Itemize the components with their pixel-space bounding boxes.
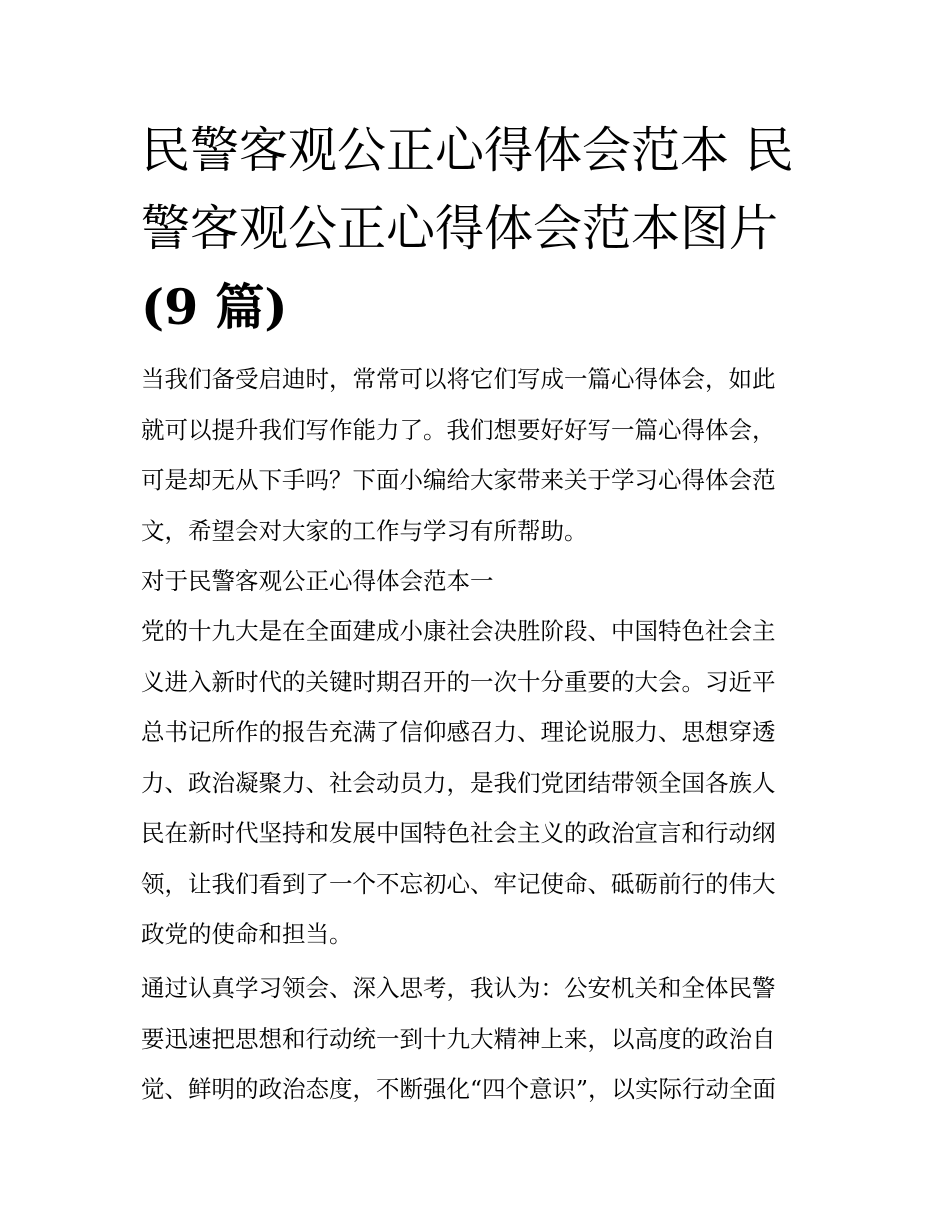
paragraph-2	[141, 963, 821, 1115]
title-line: 警客观公正心得体会范本图片	[141, 200, 779, 257]
text-line: 领，让我们看到了一个不忘初心、牢记使命、砥砺前行的伟大	[141, 869, 776, 898]
text-line: 政党的使命和担当。	[141, 920, 353, 948]
title-line: (9 篇)	[141, 278, 288, 336]
intro-paragraph	[141, 354, 821, 556]
title-line: 民警客观公正心得体会范本 民	[141, 122, 794, 179]
section-heading-text: 对于民警客观公正心得体会范本一	[141, 567, 494, 595]
section-heading	[141, 556, 821, 607]
text-line: 文，希望会对大家的工作与学习有所帮助。	[141, 516, 588, 545]
text-line: 义进入新时代的关键时期召开的一次十分重要的大会。习近平	[141, 667, 776, 696]
text-line: 要迅速把思想和行动统一到十九大精神上来，以高度的政治自	[141, 1024, 776, 1053]
text-line: 就可以提升我们写作能力了。我们想要好好写一篇心得体会，	[141, 415, 776, 444]
document-title	[141, 112, 821, 346]
text-line: 民在新时代坚持和发展中国特色社会主义的政治宣言和行动纲	[141, 819, 776, 847]
text-line: 当我们备受启迪时，常常可以将它们写成一篇心得体会，如此	[141, 365, 776, 393]
text-line: 通过认真学习领会、深入思考，我认为：公安机关和全体民警	[141, 974, 776, 1002]
text-line: 可是却无从下手吗？下面小编给大家带来关于学习心得体会范	[141, 466, 776, 494]
paragraph-1	[141, 606, 821, 960]
text-line: 觉、鲜明的政治态度，不断强化“四个意识”，以实际行动全面	[141, 1075, 777, 1103]
text-line: 党的十九大是在全面建成小康社会决胜阶段、中国特色社会主	[141, 617, 776, 645]
text-line: 总书记所作的报告充满了信仰感召力、理论说服力、思想穿透	[141, 718, 776, 746]
text-line: 力、政治凝聚力、社会动员力，是我们党团结带领全国各族人	[141, 768, 776, 797]
